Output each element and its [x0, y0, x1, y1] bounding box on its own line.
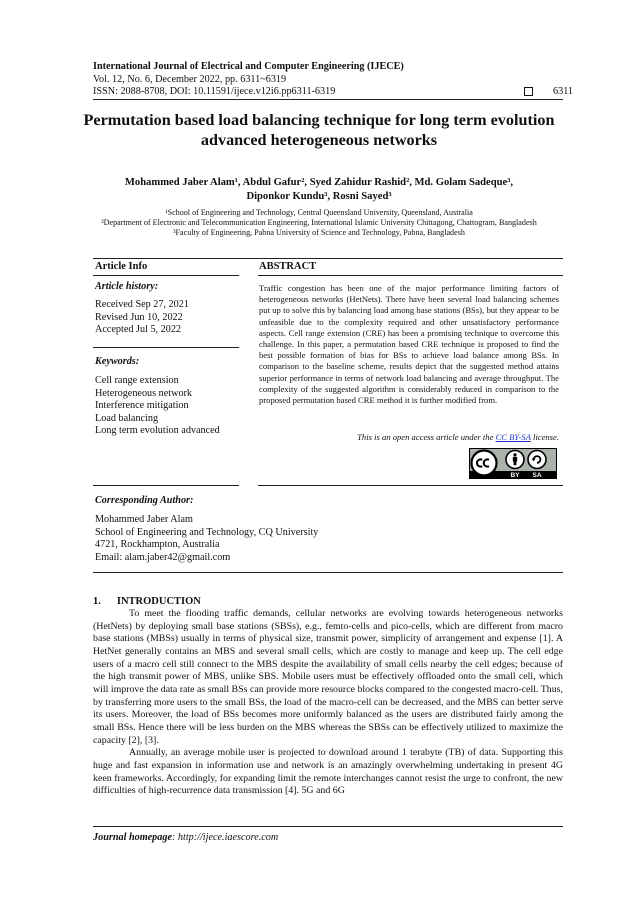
corresponding-address: 4721, Rockhampton, Australia: [95, 539, 220, 551]
corresponding-rule: [93, 572, 563, 573]
corresponding-org: School of Engineering and Technology, CQ University: [95, 526, 319, 538]
license-prefix: This is an open access article under the: [357, 432, 496, 442]
badge-by-label: BY: [510, 472, 520, 479]
page-number-block: [524, 86, 573, 99]
article-info-heading: Article Info: [95, 261, 148, 272]
square-icon: [524, 87, 533, 96]
revised-date: Revised Jun 10, 2022: [95, 311, 183, 323]
homepage-url[interactable]: : http://ijece.iaescore.com: [171, 832, 279, 843]
by-icon: [506, 451, 524, 469]
info-heading-rule: [93, 275, 239, 276]
cc-icon: [472, 451, 497, 476]
header-rule: [93, 99, 563, 100]
license-suffix: license.: [530, 432, 559, 442]
affiliation-3: ³Faculty of Engineering, Pabna University of Science and Technology, Pabna, Bangladesh: [173, 228, 465, 238]
corresponding-name: Mohammed Jaber Alam: [95, 514, 193, 525]
keywords-rule: [93, 485, 239, 486]
corresponding-email: Email: alam.jaber42@gmail.com: [95, 551, 231, 563]
keyword-item: Interference mitigation: [95, 400, 189, 412]
journal-header: [93, 61, 573, 99]
journal-volume: Vol. 12, No. 6, December 2022, pp. 6311~6319: [93, 73, 287, 85]
received-date: Received Sep 27, 2021: [95, 299, 189, 310]
corresponding-label: Corresponding Author:: [95, 495, 194, 506]
article-history: [95, 299, 189, 337]
affiliations: [80, 208, 558, 239]
keyword-item: Long term evolution advanced: [95, 425, 220, 437]
section-body: [93, 608, 563, 798]
sa-icon: [528, 451, 546, 469]
keyword-list: [95, 375, 220, 438]
journal-issn: ISSN: 2088-8708, DOI: 10.11591/ijece.v12i6.pp6311-6319: [93, 86, 336, 98]
paragraph: To meet the flooding traffic demands, cellular networks are evolving towards heterogeneous networks (HetNets) by deploying small base stations (SBSs), e.g., femto-cells and pico-cells, which are different from macro base stations (MBSs) usually in terms of physical size, transmit power, simplicity of arrangement and expense [1]. A HetNet generally contains an MBS and several small cells, which are costly to manage and keep up. The cell edge users of a macro cell still connect to the MBS despite the availability of small cells nearby the cell edges; because of the high transmit power of MBS, unlike SBS. Mobile users must be effectively offloaded onto the small cell, which will improve the data rate as small BSs can provide more resource blocks compared to the congested macro-cell. Thus, by transferring more users to the small BSs, the load of the macro-cell can be decreased, and the MBS can better serve its users. Moreover, the load of BSs becomes more uniformly balanced as the users are distributed fairly among the small BSs. Hence there will be less burden on the MBS whereas the SBSs can be effectively utilized to maximize the capacity [2], [3].: [93, 608, 563, 746]
journal-name: International Journal of Electrical and Computer Engineering (IJECE): [93, 61, 404, 72]
author-list: [80, 176, 558, 203]
accepted-date: Accepted Jul 5, 2022: [95, 324, 182, 336]
license-link[interactable]: CC BY-SA: [495, 432, 531, 442]
abstract-heading-rule: [258, 275, 563, 276]
affiliation-1: ¹School of Engineering and Technology, Central Queensland University, Queensland, Australia: [165, 208, 473, 217]
keyword-item: Load balancing: [95, 412, 159, 424]
keywords-label: Keywords:: [95, 356, 140, 367]
homepage-label: Journal homepage: [93, 832, 172, 843]
section-heading: [93, 596, 201, 607]
license-note: [259, 432, 559, 442]
abstract-heading: ABSTRACT: [259, 261, 317, 272]
badge-sa-label: SA: [532, 472, 542, 479]
info-top-rule: [93, 258, 563, 259]
footer-rule: [93, 826, 563, 827]
abstract-text: Traffic congestion has been one of the major performance limiting factors of heterogeneous networks (HetNets). There have been several load balancing schemes put up to solve this by balancing load among base stations (BSs), but they appear to be unfeasible due to the complexity required and other unsatisfactory performance aspects. Cell range extension (CRE) has been a promising technique to overcome this challenge. In this paper, a permutation based CRE technique is proposed to find the best possible formation of bias for BSs to achieve load balance among BSs. In comparison to the baseline scheme, results depict that the suggested method attains superior performance in terms of network load balancing and average throughput. The complexity of the suggested algorithm is considerably reduced in comparison to the proposed permutation based CRE method it is further modified from.: [259, 283, 559, 406]
corresponding-block: [95, 514, 318, 564]
affiliation-2: ²Department of Electronic and Telecommunication Engineering, International Islamic University Chittagong, Chattogram, Bangladesh: [101, 218, 537, 228]
keyword-item: Cell range extension: [95, 375, 179, 386]
journal-issn-line: [93, 86, 573, 99]
article-history-label: Article history:: [95, 281, 159, 292]
section-number: 1.: [93, 596, 101, 607]
cc-by-sa-badge[interactable]: [469, 448, 557, 479]
paragraph: Annually, an average mobile user is projected to download around 1 terabyte (TB) of data. Supporting this huge and fast expansion in information use and network is an amazingly overwhelming undertaking in present 4G keen frameworks. Accordingly, for expanding limit the remote interchanges cannot resist the urge to confront, the new difficulties of high-recurrence data transmission [4]. 5G and 6G: [93, 747, 563, 797]
paper-title: Permutation based load balancing technique for long term evolution advanced heterogeneous networks: [83, 111, 555, 149]
author-line-2: Diponkor Kundu³, Rosni Sayed³: [246, 190, 392, 202]
abstract-bottom-rule: [258, 485, 563, 486]
journal-homepage: [93, 832, 278, 843]
cc-badge-graphic: [469, 448, 557, 479]
page-number: 6311: [553, 86, 573, 98]
keyword-item: Heterogeneous network: [95, 387, 193, 399]
section-title: INTRODUCTION: [116, 596, 201, 607]
history-rule: [93, 347, 239, 348]
author-line-1: Mohammed Jaber Alam¹, Abdul Gafur², Syed Zahidur Rashid², Md. Golam Sadeque³,: [124, 177, 514, 188]
